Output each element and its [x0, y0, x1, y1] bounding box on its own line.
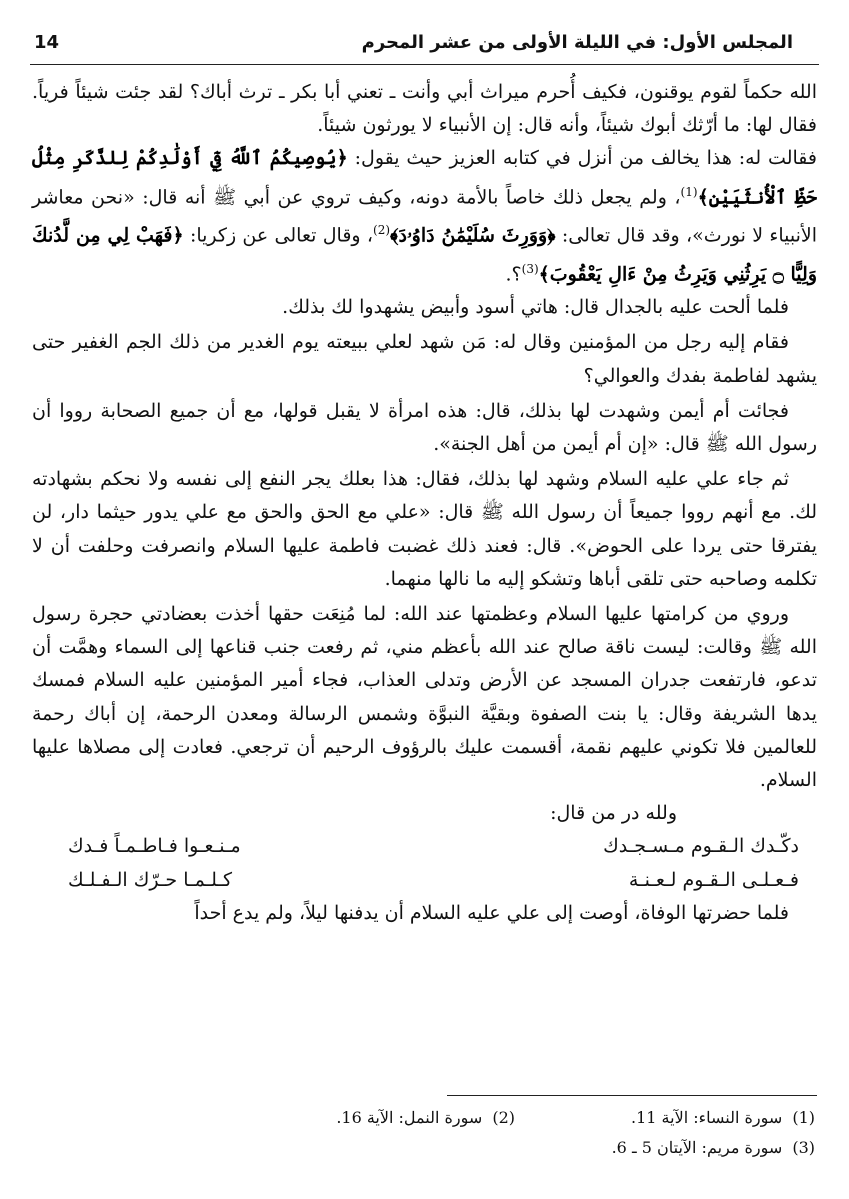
- running-title: المجلس الأول: في الليلة الأولى من عشر المحرم: [361, 32, 793, 53]
- paragraph-5: فجائت أم أيمن وشهدت لها بذلك، قال: هذه امرأة لا يقبل قولها، مع أن جميع الصحابة رووا أن رسول الله ﷺ قال: «إن أم أيمن من أهل الجنة».: [32, 399, 817, 456]
- page-number: 14: [34, 32, 60, 53]
- page-header: [30, 30, 819, 65]
- footnote-3: [515, 1133, 815, 1163]
- poem-line-2-second-hemistich: كـلـمـا حـرّك الـفـلـك: [68, 868, 233, 891]
- paragraph-3: فلما ألحت عليه بالجدال قال: هاتي أسود وأبيض يشهدوا لك بذلك.: [282, 296, 789, 319]
- poem-line-2: [32, 864, 817, 897]
- poem-line-1-first-hemistich: دكّـدك الـقـوم مـسـجـدك: [603, 835, 799, 858]
- footnote-ref-2[interactable]: (2): [373, 223, 391, 238]
- footnote-row-1: [32, 1103, 815, 1133]
- footnote-1-number: (1): [792, 1108, 815, 1127]
- poem-line-1: [32, 830, 817, 863]
- paragraph-8: فلما حضرتها الوفاة، أوصت إلى علي عليه السلام أن يدفنها ليلاً، ولم يدع أحداً: [194, 901, 789, 924]
- footnote-ref-3[interactable]: (3): [521, 261, 539, 276]
- poem-line-2-first-hemistich: فـعـلـى الـقـوم لـعـنـة: [628, 868, 799, 891]
- footnote-divider: [447, 1095, 817, 1096]
- paragraph-2-text-a: فقالت له: هذا يخالف من أنزل في كتابه العزيز حيث يقول:: [354, 147, 817, 170]
- paragraph-2-text-c: ، وقال تعالى عن زكريا:: [189, 224, 374, 247]
- paragraph-2-text-b: ، ولم يجعل ذلك خاصاً بالأمة دونه، وكيف تروي عن أبي ﷺ أنه قال: «نحن معاشر الأنبياء لا نورث»، وقد قال تعالى:: [32, 185, 817, 247]
- paragraph-2-text-d: ؟.: [505, 263, 522, 285]
- poem-intro: ولله در من قال:: [550, 802, 677, 825]
- footnote-3-number: (3): [792, 1138, 815, 1157]
- footnote-2: [215, 1103, 515, 1133]
- footnote-1: [515, 1103, 815, 1133]
- poem-line-1-second-hemistich: مـنـعـوا فـاطـمـاً فـدك: [68, 835, 241, 858]
- paragraph-6: ثم جاء علي عليه السلام وشهد لها بذلك، فقال: هذا بعلك يجر النفع إلى نفسه ولا نحكم بشهادته لك. مع أنهم رووا جميعاً أن رسول الله ﷺ قال: «علي مع الحق والحق مع علي يدور حيثما دار، لن يفترقا حتى يردا على الحوض». قال: فعند ذلك غضبت فاطمة عليها السلام وانصرفت وحلفت أن لا تكلمه وصاحبه حتى تلقى أباها وتشكو إليه ما نالها منهما.: [32, 468, 817, 590]
- quran-verse-2: ﴿وَوَرِثَ سُلَيْمَٰنُ دَاوُۥدَ﴾: [390, 224, 556, 247]
- footnote-row-2: [32, 1133, 815, 1163]
- footnotes: [32, 1103, 815, 1163]
- quran-verse-1: ﴿يُوصِيكُمُ ٱللَّهُ فِيٓ أَوْلَٰدِكُمْ لِلذَّكَرِ مِثْلُ حَظِّ ٱلْأُنثَيَيْنِ﴾: [32, 147, 817, 208]
- footnote-3-text: سورة مريم: الآيتان 5 ـ 6.: [611, 1138, 783, 1157]
- footnote-2-number: (2): [492, 1108, 515, 1127]
- body-text: [32, 76, 817, 930]
- paragraph-7: وروي من كرامتها عليها السلام وعظمتها عند الله: لما مُنِعَت حقها أخذت بعضادتي حجرة رسول الله ﷺ وقالت: ليست ناقة صالح عند الله بأعظم مني، ثم رفعت جنب قناعها إلى السماء وهمَّت أن تدعو، فارتفعت جدران المسجد عن الأرض وتدلى العذاب، فجاء أمير المؤمنين عليه السلام فمسك يدها الشريفة وقال: يا بنت الصفوة وبقيَّة النبوَّة وشمس الرسالة ومعدن الرحمة، إن أباك رحمة للعالمين فلا تكوني عليهم نقمة، أقسمت عليك بالرؤوف الرحيم أن ترجعي. فعادت إلى مصلاها عليها السلام.: [32, 603, 817, 792]
- quran-verse-3: ﴿فَهَبْ لِي مِن لَّدُنكَ وَلِيًّا ۝ يَرِثُنِي وَيَرِثُ مِنْ ءَالِ يَعْقُوبَ﴾: [32, 224, 817, 285]
- footnote-ref-1[interactable]: (1): [680, 184, 698, 199]
- paragraph-4: فقام إليه رجل من المؤمنين وقال له: مَن شهد لعلي ببيعته يوم الغدير من ذلك الجم الغفير حتى يشهد لفاطمة بفدك والعوالي؟: [32, 331, 817, 387]
- paragraph-1: الله حكماً لقوم يوقنون، فكيف أُحرم ميراث أبي وأنت ـ تعني أبا بكر ـ ترث أباك؟ لقد جئت شيئاً فرياً. فقال لها: ما أرّثك أبوك شيئاً، وأنه قال: إن الأنبياء لا يورثون شيئاً.: [32, 81, 817, 137]
- footnote-2-text: سورة النمل: الآية 16.: [336, 1108, 483, 1127]
- footnote-1-text: سورة النساء: الآية 11.: [631, 1108, 783, 1127]
- paragraph-2: [32, 142, 817, 291]
